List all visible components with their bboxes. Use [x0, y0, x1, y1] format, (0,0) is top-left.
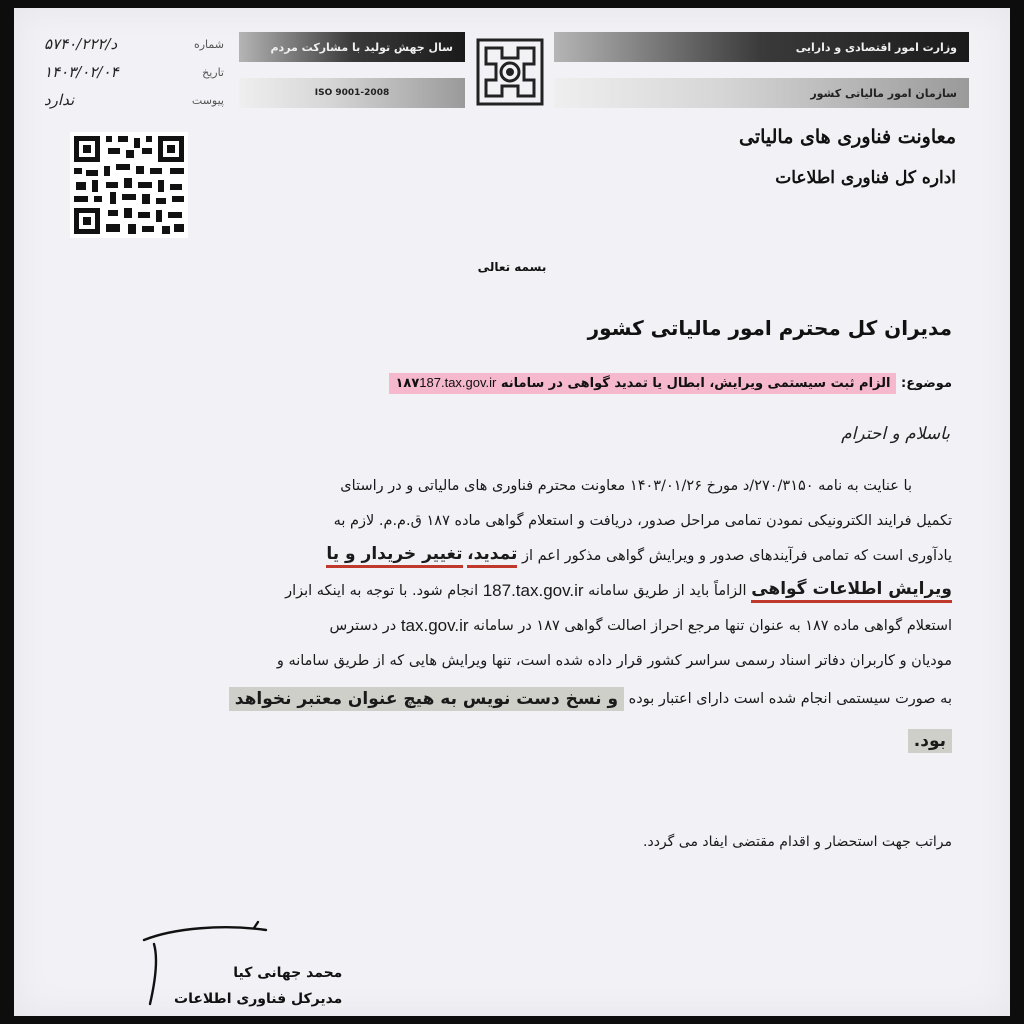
- letter-page: [14, 8, 1010, 1016]
- body-line-8: [112, 720, 952, 762]
- subject-line: [389, 375, 952, 391]
- letter-body: [112, 468, 952, 762]
- body-line-3-text: یادآوری است که تمامی فرآیندهای صدور و ویرایش گواهی مذکور اعم از: [522, 547, 952, 564]
- iso-badge: ISO 9001-2008: [239, 78, 465, 108]
- subject-label: موضوع:: [901, 376, 952, 391]
- signatory-block: [174, 960, 342, 1012]
- body-line-7: [112, 678, 952, 720]
- body-line-4-text: الزاماً باید از طریق سامانه: [588, 582, 747, 599]
- ref-date-row: [44, 58, 224, 86]
- ref-number-row: [44, 30, 224, 58]
- body-line-1: [112, 468, 952, 503]
- header-banner-right: [554, 32, 969, 108]
- handwritten-invalid-highlight-end: بود.: [908, 729, 952, 753]
- ref-date-value: ۱۴۰۳/۰۲/۰۴: [44, 63, 119, 81]
- body-line-2-text: تکمیل فرایند الکترونیکی نمودن تمامی مراحل صدور، دریافت و استعلام گواهی ماده ۱۸۷ ق.م.م. لازم به: [333, 512, 952, 529]
- body-line-5-text: استعلام گواهی ماده ۱۸۷ به عنوان تنها مرجع احراز اصالت گواهی ۱۸۷ در سامانه: [473, 617, 952, 634]
- handwritten-invalid-highlight: و نسخ دست نویس به هیچ عنوان معتبر نخواهد: [229, 687, 624, 711]
- system-url: 187.tax.gov.ir: [482, 580, 584, 600]
- body-line-7-text: به صورت سیستمی انجام شده است دارای اعتبار بوده: [628, 691, 952, 707]
- bismillah: بسمه تعالی: [477, 260, 547, 274]
- subject-url: 187.tax.gov.ir: [419, 375, 497, 390]
- year-slogan: سال جهش تولید با مشارکت مردم: [239, 32, 465, 62]
- ref-number-label: شماره: [193, 37, 224, 51]
- ref-attachment-value: ندارد: [44, 91, 75, 109]
- ref-attachment-label: پیوست: [191, 93, 224, 107]
- closing-line: مراتب جهت استحضار و اقدام مقتضی ایفاد می گردد.: [643, 834, 952, 850]
- ref-number-value: ۵۷۴۰/۲۲۲/د: [44, 35, 118, 53]
- body-line-2: [112, 503, 952, 538]
- body-line-6-text: مودیان و کاربران دفاتر اسناد رسمی سراسر کشور قرار داده شده است، تنها ویرایش هایی که از طریق سامانه و: [276, 652, 952, 669]
- ref-date-label: تاریخ: [202, 65, 224, 79]
- signatory-name: محمد جهانی کیا: [233, 965, 343, 981]
- greeting: باسلام و احترام: [841, 424, 950, 444]
- edit-info-underlined: ویرایش اطلاعات گواهی: [751, 579, 952, 603]
- addressee: مدیران کل محترم امور مالیاتی کشور: [587, 316, 952, 340]
- department-title: اداره کل فناوری اطلاعات: [775, 168, 956, 188]
- signatory-title: مدیرکل فناوری اطلاعات: [174, 991, 343, 1007]
- subject-text: الزام ثبت سیستمی ویرایش، ابطال یا تمدید گواهی در سامانه ۱۸۷: [395, 376, 891, 391]
- reference-block: [44, 30, 224, 114]
- body-line-5-text-end: در دسترس: [329, 617, 397, 634]
- body-line-6: [112, 643, 952, 678]
- body-line-1-text: با عنایت به نامه ۲۷۰/۳۱۵۰/د مورخ ۱۴۰۳/۰۱/۲۶ معاونت محترم فناوری های مالیاتی و در راستای: [340, 477, 912, 494]
- qr-code-icon: [70, 132, 188, 238]
- change-buyer-underlined: تغییر خریدار و یا: [326, 544, 462, 568]
- ministry-name: وزارت امور اقتصادی و دارایی: [554, 32, 969, 62]
- body-line-5: [112, 608, 952, 643]
- body-line-4-text-end: انجام شود. با توجه به اینکه ابزار: [285, 582, 479, 599]
- body-line-3: [112, 538, 952, 573]
- organization-name: سازمان امور مالیاتی کشور: [554, 78, 969, 108]
- tax-organization-emblem-icon: [472, 34, 548, 110]
- subject-highlight: [389, 373, 896, 394]
- body-line-4: [112, 573, 952, 608]
- deputy-title: معاونت فناوری های مالیاتی: [738, 126, 956, 148]
- ref-attachment-row: [44, 86, 224, 114]
- renewal-underlined: تمدید،: [467, 544, 517, 568]
- tax-portal-url: tax.gov.ir: [400, 615, 469, 635]
- header-banner-left: [239, 32, 465, 108]
